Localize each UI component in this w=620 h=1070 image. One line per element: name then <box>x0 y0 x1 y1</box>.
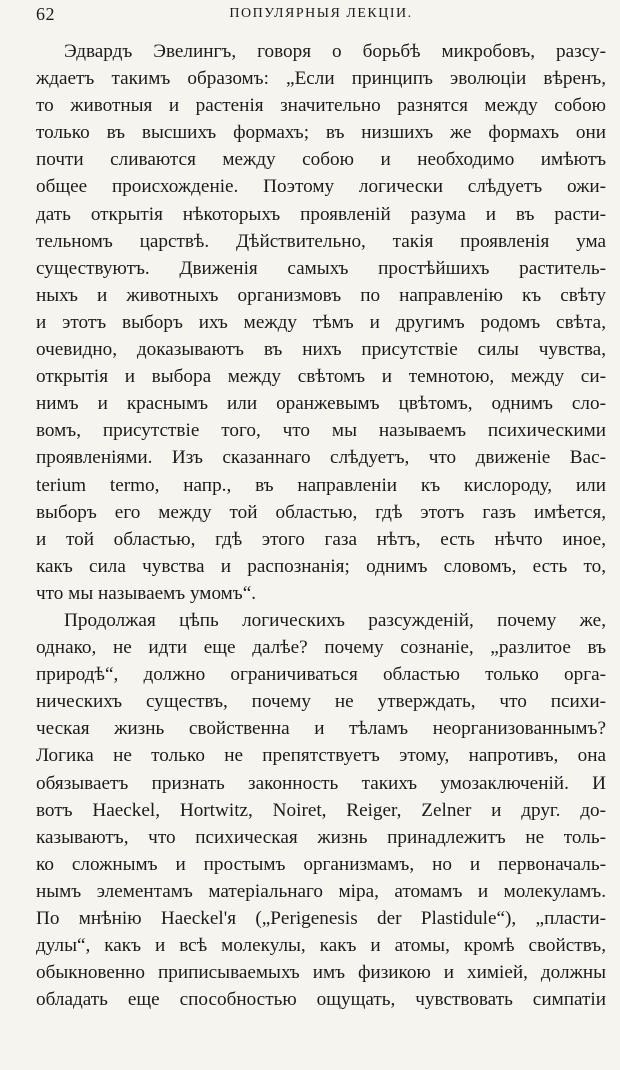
text-line: Логика не только не препятствуетъ этому, напротивъ, она <box>36 745 606 767</box>
text-line: обязываетъ признать законность такихъ умозаключеній. И <box>36 772 606 794</box>
text-line: и этотъ выборъ ихъ между тѣмъ и другимъ родомъ свѣта, <box>36 311 606 333</box>
text-line: обыкновенно приписываемыхъ имъ физикою и химіей, должны <box>36 962 606 984</box>
text-line: ждаетъ такимъ образомъ: „Если принципъ эволюціи вѣренъ, <box>36 68 606 90</box>
text-line: открытія и выбора между свѣтомъ и темнотою, между си- <box>36 366 606 388</box>
text-line: общее происхожденіе. Поэтому логически слѣдуетъ ожи- <box>36 176 606 198</box>
running-title: ПОПУЛЯРНЫЯ ЛЕКЦІИ. <box>229 6 413 21</box>
text-line: ныхъ и животныхъ организмовъ по направленію къ свѣту <box>36 284 606 306</box>
text-line: что мы называемъ умомъ“. <box>36 582 257 604</box>
text-line: terium termo, напр., въ направленіи къ кислороду, или <box>36 474 606 496</box>
text-line: Продолжая цѣпь логическихъ разсужденій, почему же, <box>64 609 606 631</box>
text-line: казываютъ, что психическая жизнь принадлежитъ не толь- <box>36 826 606 848</box>
text-line: По мнѣнію Haeckel'я („Perigenesis der Plastidule“), „пласти- <box>36 908 606 929</box>
text-line: обладать еще способностью ощущать, чувствовать симпатіи <box>36 989 606 1011</box>
text-line: дать открытія нѣкоторыхъ проявленій разума и въ расти- <box>36 203 606 225</box>
text-line: какъ сила чувства и распознанія; однимъ словомъ, есть то, <box>36 555 606 577</box>
text-line: вомъ, присутствіе того, что мы называемъ психическими <box>36 420 606 442</box>
text-line: существуютъ. Движенія самыхъ простѣйшихъ раститель- <box>36 257 606 279</box>
text-line: природѣ“, должно ограничиваться областью только орга- <box>36 664 606 686</box>
text-line: ко сложнымъ и простымъ организмамъ, но и первоначаль- <box>36 853 606 875</box>
text-line: нымъ элементамъ матеріальнаго міра, атомамъ и молекуламъ. <box>36 880 606 902</box>
text-line: нимъ и краснымъ или оранжевымъ цвѣтомъ, однимъ сло- <box>36 393 606 415</box>
text-line: ческая жизнь свойственна и тѣламъ неорганизованнымъ? <box>36 718 606 740</box>
text-line: выборъ его между той областью, гдѣ этотъ газъ имѣется, <box>36 501 606 523</box>
text-line: ническихъ существъ, почему не утверждать, что психи- <box>36 691 606 713</box>
text-line: вотъ Haeckel, Hortwitz, Noiret, Reiger, Zelner и друг. до- <box>36 799 606 821</box>
text-line: очевидно, доказываютъ въ нихъ присутствіе силы чувства, <box>36 339 606 361</box>
page-header <box>36 4 606 26</box>
text-line: проявленіями. Изъ сказаннаго слѣдуетъ, что движеніе Bac- <box>36 447 606 469</box>
text-line: почти сливаются между собою и необходимо имѣютъ <box>36 149 606 171</box>
text-line: тельномъ царствѣ. Дѣйствительно, такія проявленія ума <box>36 230 606 252</box>
body-text <box>36 38 606 1013</box>
text-line: только въ высшихъ формахъ; въ низшихъ же формахъ они <box>36 122 606 144</box>
text-line: однако, не идти еще далѣе? почему сознаніе, „разлитое въ <box>36 637 606 659</box>
text-line: то животныя и растенія значительно разнятся между собою <box>36 95 606 117</box>
page-number: 62 <box>36 4 55 24</box>
text-line: Эдвардъ Эвелингъ, говоря о борьбѣ микробовъ, разсу- <box>64 41 606 62</box>
text-line: и той областью, гдѣ этого газа нѣтъ, есть нѣчто иное, <box>36 528 606 550</box>
text-line: дулы“, какъ и всѣ молекулы, какъ и атомы, кромѣ свойствъ, <box>36 935 606 957</box>
